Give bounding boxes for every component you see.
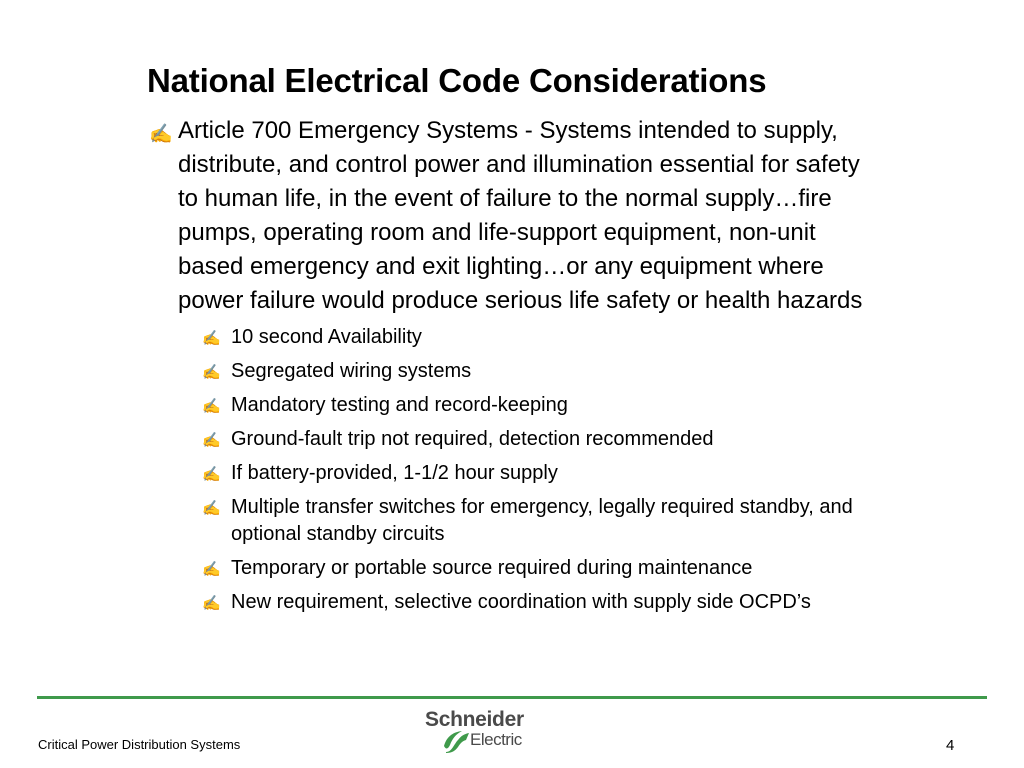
writing-hand-icon: ✍ bbox=[202, 500, 221, 517]
sub-bullet-text: New requirement, selective coordination with supply side OCPD’s bbox=[231, 591, 811, 613]
footer-title: Critical Power Distribution Systems bbox=[38, 737, 241, 752]
sub-bullet bbox=[200, 555, 885, 582]
main-bullet-text: Article 700 Emergency Systems - Systems intended to supply, distribute, and control power and illumination essential for safety to human life, in the event of failure to the normal supply…fire pumps, operating room and life-support equipment, non-unit based emergency and exit lighting…or any equipment where power failure would produce serious life safety or health hazards bbox=[178, 117, 863, 314]
sub-bullet-text: Mandatory testing and record-keeping bbox=[231, 394, 568, 416]
sub-bullet-text: Segregated wiring systems bbox=[231, 360, 472, 382]
sub-bullet bbox=[200, 460, 885, 487]
writing-hand-icon: ✍ bbox=[202, 561, 221, 578]
writing-hand-icon: ✍ bbox=[202, 595, 221, 612]
sub-bullet-text: 10 second Availability bbox=[231, 326, 422, 348]
writing-hand-icon: ✍ bbox=[202, 466, 221, 483]
writing-hand-icon: ✍ bbox=[202, 398, 221, 415]
sub-bullet bbox=[200, 324, 885, 351]
sub-bullet-list bbox=[200, 324, 885, 616]
sub-bullet-text: Temporary or portable source required during maintenance bbox=[231, 557, 753, 579]
writing-hand-icon: ✍ bbox=[202, 364, 221, 381]
writing-hand-icon: ✍ bbox=[149, 124, 173, 145]
sub-bullet bbox=[200, 392, 885, 419]
writing-hand-icon: ✍ bbox=[202, 330, 221, 347]
logo-line2: Electric bbox=[470, 730, 522, 749]
sub-bullet bbox=[200, 358, 885, 385]
logo-emblem-icon bbox=[442, 730, 470, 754]
sub-bullet bbox=[200, 426, 885, 453]
sub-bullet-text: If battery-provided, 1-1/2 hour supply bbox=[231, 462, 558, 484]
sub-bullet-text: Multiple transfer switches for emergency, legally required standby, and optional standby circuits bbox=[231, 496, 853, 545]
slide-title: National Electrical Code Considerations bbox=[147, 62, 767, 99]
sub-bullet bbox=[200, 589, 885, 616]
sub-bullet-text: Ground-fault trip not required, detection recommended bbox=[231, 428, 714, 450]
main-bullet bbox=[145, 114, 885, 318]
page-number: 4 bbox=[946, 737, 955, 754]
writing-hand-icon: ✍ bbox=[202, 432, 221, 449]
footer-divider bbox=[37, 696, 987, 699]
logo-line1: Schneider bbox=[425, 708, 524, 731]
sub-bullet bbox=[200, 494, 885, 548]
schneider-electric-logo bbox=[422, 708, 538, 756]
slide-content bbox=[145, 114, 885, 623]
